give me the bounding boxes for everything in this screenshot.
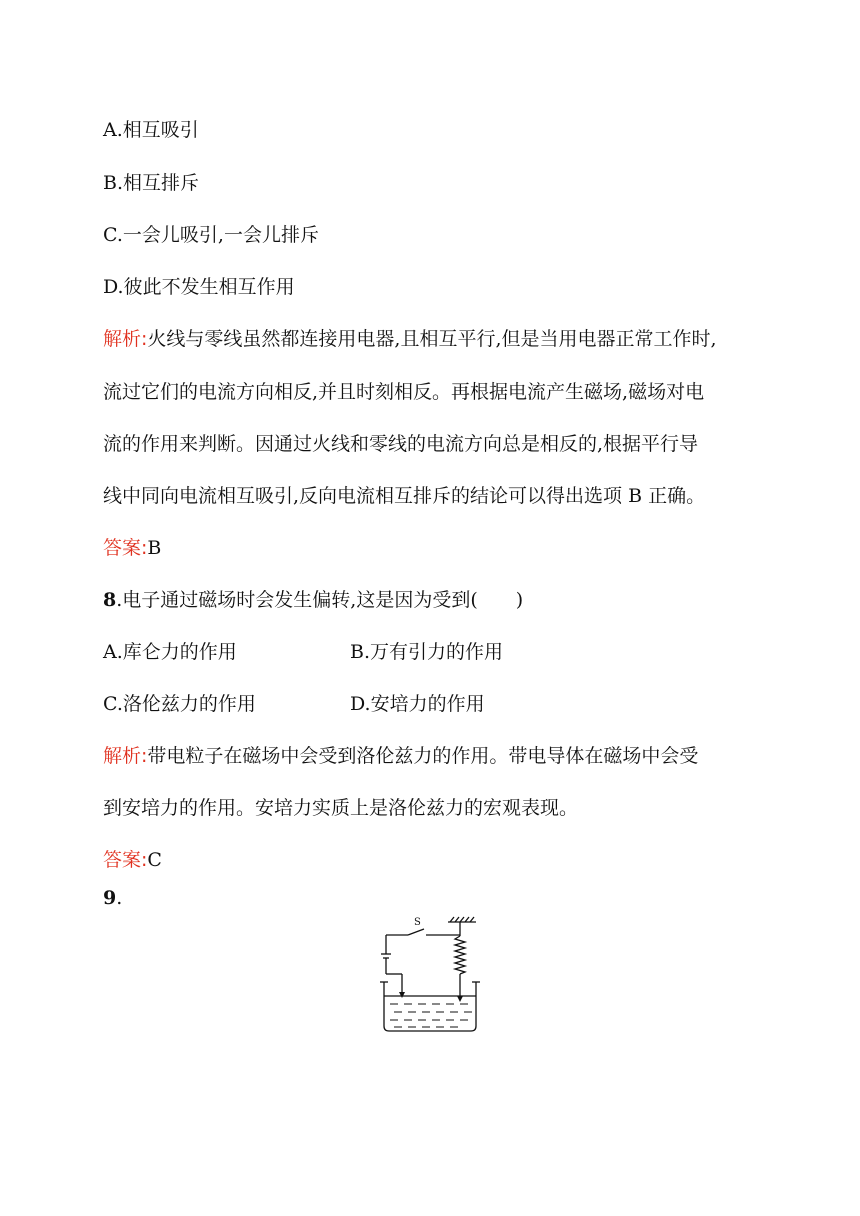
q7-analysis-line-4: 线中同向电流相互吸引,反向电流相互排斥的结论可以得出选项 B 正确。 <box>103 485 706 507</box>
q8-answer-value: C <box>147 849 162 871</box>
q8-number: 8 <box>103 589 117 611</box>
q9-stem <box>103 885 122 911</box>
q7-analysis-line-2: 流过它们的电流方向相反,并且时刻相反。再根据电流产生磁场,磁场对电 <box>103 381 705 403</box>
q7-answer <box>103 535 161 561</box>
q7-option-d: D.彼此不发生相互作用 <box>103 276 295 298</box>
q8-option-b: B.万有引力的作用 <box>350 641 504 663</box>
q8-analysis-label: 解析: <box>103 745 148 767</box>
q7-option-b: B.相互排斥 <box>103 172 200 194</box>
q8-option-a: A.库仑力的作用 <box>103 641 237 663</box>
q7-analysis-line-3: 流的作用来判断。因通过火线和零线的电流方向总是相反的,根据平行导 <box>103 433 699 455</box>
q9-circuit-figure <box>380 910 480 1036</box>
q8-stem-text: .电子通过磁场时会发生偏转,这是因为受到( ) <box>116 589 524 611</box>
q8-option-d: D.安培力的作用 <box>350 693 485 715</box>
q8-analysis-line-1 <box>103 743 698 769</box>
q8-analysis-line-2: 到安培力的作用。安培力实质上是洛伦兹力的宏观表现。 <box>103 797 579 819</box>
q8-option-c: C.洛伦兹力的作用 <box>103 693 256 715</box>
q9-number: 9 <box>103 887 117 909</box>
q7-answer-label: 答案: <box>103 537 148 559</box>
q7-option-a: A.相互吸引 <box>103 119 199 141</box>
q8-analysis-text-1: 带电粒子在磁场中会受到洛伦兹力的作用。带电导体在磁场中会受 <box>147 745 699 767</box>
q7-answer-value: B <box>147 537 162 559</box>
q9-stem-text: . <box>116 887 123 909</box>
q7-analysis-line-1 <box>103 326 717 352</box>
q7-analysis-text-1: 火线与零线虽然都连接用电器,且相互平行,但是当用电器正常工作时, <box>147 328 717 350</box>
q8-answer-label: 答案: <box>103 849 148 871</box>
q7-analysis-label: 解析: <box>103 328 148 350</box>
q8-answer <box>103 847 162 873</box>
q8-stem <box>103 587 523 613</box>
q9-switch-label: S <box>414 917 421 928</box>
q7-option-c: C.一会儿吸引,一会儿排斥 <box>103 224 319 246</box>
